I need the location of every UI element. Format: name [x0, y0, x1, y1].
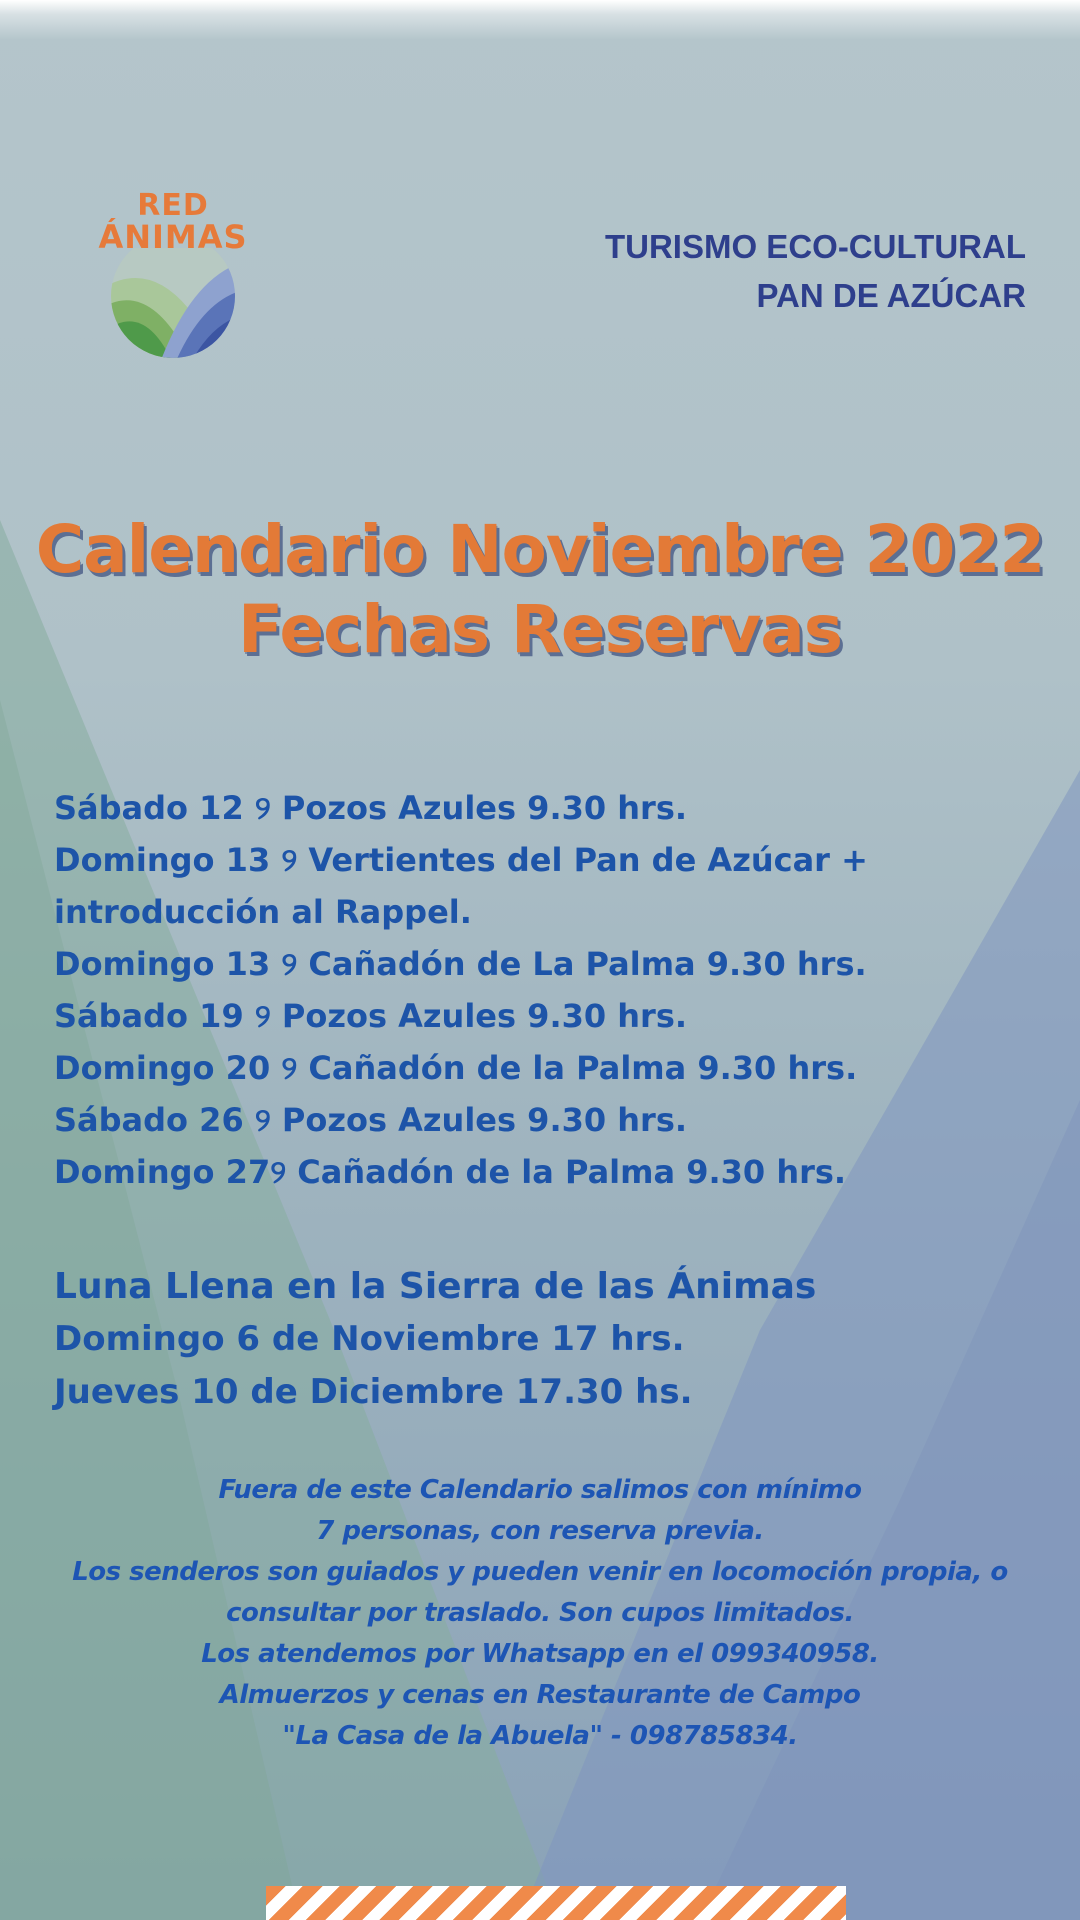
info-notes: [40, 1470, 1040, 1757]
note-line: Almuerzos y cenas en Restaurante de Campo: [219, 1680, 861, 1710]
schedule-item: Domingo 13 ୨ Cañadón de La Palma 9.30 hrs.: [54, 945, 867, 983]
full-moon-section: [54, 1260, 1054, 1419]
tagline-line-2: PAN DE AZÚCAR: [756, 277, 1026, 314]
note-line: consultar por traslado. Son cupos limitados.: [226, 1598, 854, 1628]
title-line-1: Calendario Noviembre 2022: [35, 511, 1045, 588]
page-title: [0, 510, 1080, 670]
logo-waves-icon: [78, 248, 268, 363]
schedule-item: Domingo 20 ୨ Cañadón de la Palma 9.30 hrs.: [54, 1049, 858, 1087]
logo-line-1: RED: [137, 188, 209, 223]
note-line: Los senderos son guiados y pueden venir en locomoción propia, o: [72, 1557, 1008, 1587]
schedule-list: [54, 782, 1054, 1198]
full-moon-date-1: Domingo 6 de Noviembre 17 hrs.: [54, 1319, 685, 1359]
note-line: "La Casa de la Abuela" - 098785834.: [282, 1721, 798, 1751]
note-line: Los atendemos por Whatsapp en el 099340958.: [201, 1639, 879, 1669]
schedule-item: Domingo 13 ୨ Vertientes del Pan de Azúcar +: [54, 841, 868, 879]
logo-line-2: ÁNIMAS: [98, 218, 248, 256]
top-fade-bar: [0, 0, 1080, 40]
tagline: [506, 222, 1026, 320]
schedule-item: Sábado 12 ୨ Pozos Azules 9.30 hrs.: [54, 789, 688, 827]
schedule-item: Sábado 19 ୨ Pozos Azules 9.30 hrs.: [54, 997, 688, 1035]
decorative-stripes: [266, 1886, 846, 1920]
note-line: Fuera de este Calendario salimos con mínimo: [218, 1475, 862, 1505]
full-moon-date-2: Jueves 10 de Diciembre 17.30 hs.: [54, 1372, 693, 1412]
note-line: 7 personas, con reserva previa.: [316, 1516, 764, 1546]
schedule-item: introducción al Rappel.: [54, 893, 472, 931]
red-animas-logo: [78, 188, 268, 363]
full-moon-title: Luna Llena en la Sierra de las Ánimas: [54, 1266, 817, 1307]
schedule-item: Domingo 27୨ Cañadón de la Palma 9.30 hrs.: [54, 1153, 847, 1191]
tagline-line-1: TURISMO ECO-CULTURAL: [604, 228, 1026, 265]
title-line-2: Fechas Reservas: [237, 591, 843, 668]
schedule-item: Sábado 26 ୨ Pozos Azules 9.30 hrs.: [54, 1101, 688, 1139]
